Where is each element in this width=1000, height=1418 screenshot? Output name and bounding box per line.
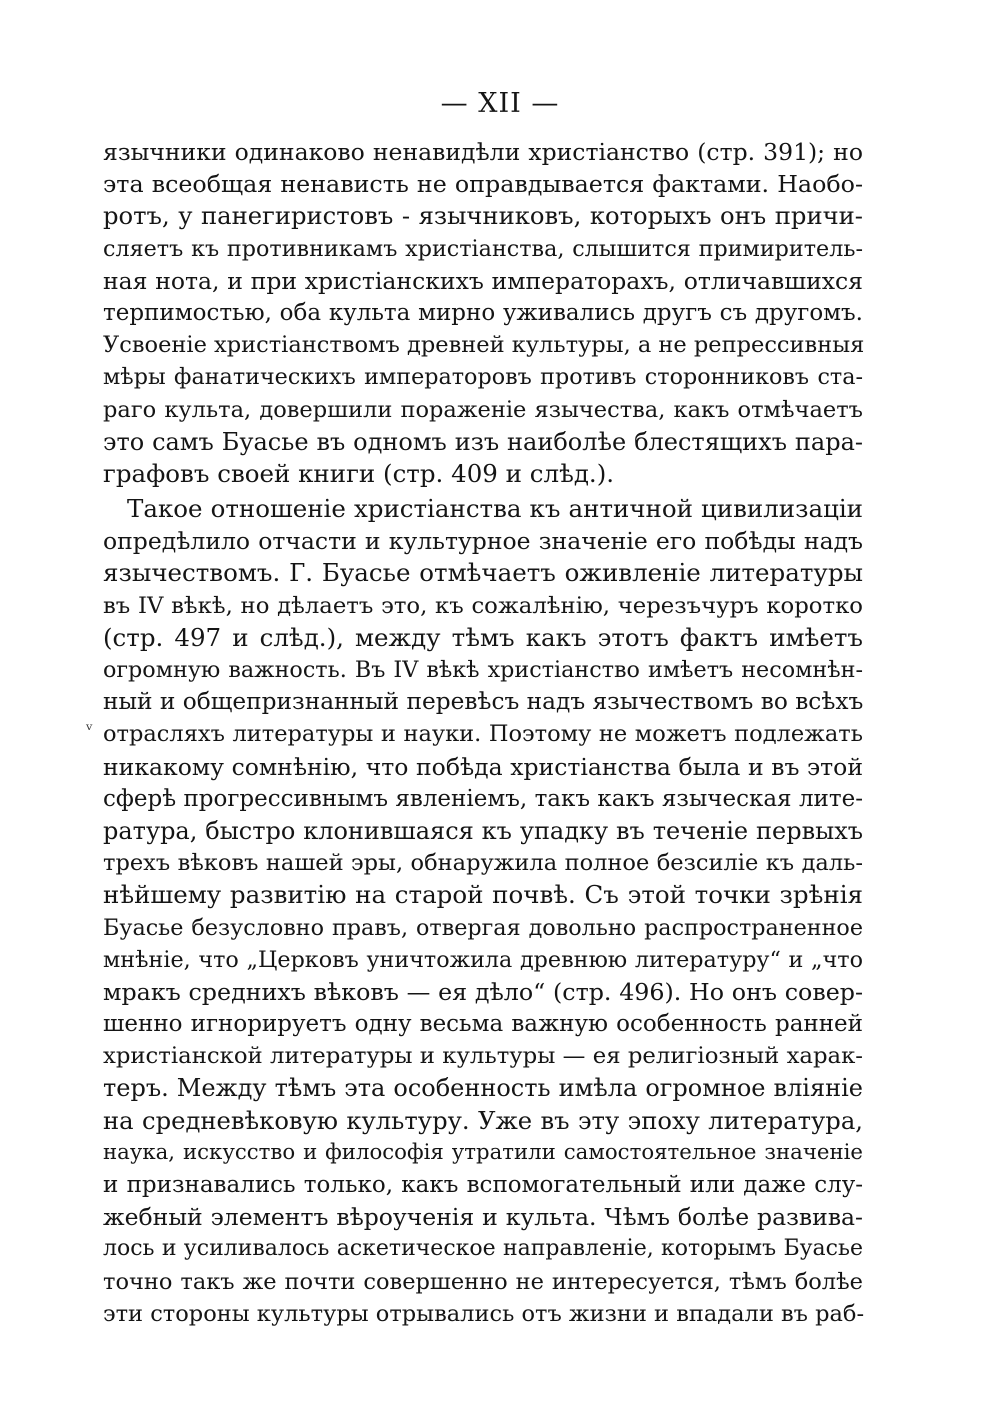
paragraph-2: [103, 493, 863, 1330]
text-line: огромную важность. Въ IV вѣкѣ христіанство имѣетъ несомнѣн-: [103, 657, 863, 683]
body-text: [103, 136, 863, 1330]
text-line: жебный элементъ вѣроученія и культа. Чѣмъ болѣе развива-: [103, 1203, 863, 1232]
text-line: ротъ, у панегиристовъ - язычниковъ, которыхъ онъ причи-: [103, 201, 863, 231]
text-line: ный и общепризнанный перевѣсъ надъ язычествомъ во всѣхъ: [103, 688, 864, 716]
text-line: мракъ среднихъ вѣковъ — ея дѣло“ (стр. 496). Но онъ совер-: [103, 977, 863, 1006]
text-line: никакому сомнѣнію, что побѣда христіанства была и въ этой: [103, 752, 863, 781]
text-line: христіанской литературы и культуры — ея религіозный харак-: [103, 1043, 863, 1070]
text-line: ратура, быстро клонившаяся къ упадку въ теченіе первыхъ: [103, 816, 863, 845]
text-line: эти стороны культуры отрывались отъ жизни и впадали въ раб-: [103, 1300, 865, 1327]
text-line: сферѣ прогрессивнымъ явленіемъ, такъ какъ языческая лите-: [103, 785, 863, 812]
page-number: — XII —: [440, 88, 560, 119]
paragraph-1: [103, 136, 863, 490]
text-line: эта всеобщая ненависть не оправдывается фактами. Наобо-: [103, 170, 863, 199]
text-line: графовъ своей книги (стр. 409 и слѣд.).: [103, 458, 615, 488]
margin-mark: ᵥ: [86, 714, 93, 735]
text-line: мѣры фанатическихъ императоровъ противъ сторонниковъ ста-: [103, 364, 863, 391]
text-line: (стр. 497 и слѣд.), между тѣмъ какъ этотъ фактъ имѣетъ: [103, 622, 863, 652]
text-line: раго культа, довершили пораженіе язычества, какъ отмѣчаетъ: [103, 396, 863, 423]
text-line: трехъ вѣковъ нашей эры, обнаружила полное безсиліе къ даль-: [103, 850, 863, 877]
text-line: и признавались только, какъ вспомогательный или даже слу-: [103, 1172, 863, 1198]
text-line: язычники одинаково ненавидѣли христіанство (стр. 391); но: [103, 138, 863, 166]
text-line: опредѣлило отчасти и культурное значеніе его побѣды надъ: [103, 527, 863, 556]
text-line: шенно игнорируетъ одну весьма важную особенность ранней: [103, 1011, 863, 1038]
text-line: наука, искусство и философія утратили самостоятельное значеніе: [103, 1139, 863, 1165]
text-line: теръ. Между тѣмъ эта особенность имѣла огромное вліяніе: [103, 1074, 863, 1103]
text-line: сляетъ къ противникамъ христіанства, слышится примиритель-: [103, 235, 863, 262]
text-line: терпимостью, оба культа мирно уживались другъ съ другомъ.: [103, 299, 863, 326]
text-line: на средневѣковую культуру. Уже въ эту эпоху литература,: [103, 1105, 863, 1135]
text-line: Такое отношеніе христіанства къ античной цивилизаціи: [127, 494, 863, 524]
text-line: это самъ Буасье въ одномъ изъ наиболѣе блестящихъ пара-: [103, 427, 863, 456]
text-line: точно такъ же почти совершенно не интересуется, тѣмъ болѣе: [103, 1268, 863, 1295]
text-line: мнѣніе, что „Церковъ уничтожила древнюю литературу“ и „что: [103, 946, 863, 973]
text-line: Буасье безусловно правъ, отвергая довольно распространенное: [103, 914, 863, 941]
text-line: ная нота, и при христіанскихъ императорахъ, отличавшихся: [103, 266, 863, 295]
text-line: Усвоеніе христіанствомъ древней культуры, а не репрессивныя: [103, 332, 865, 359]
text-line: лось и усиливалось аскетическое направленіе, которымъ Буасье: [103, 1236, 863, 1262]
text-line: нѣйшему развитію на старой почвѣ. Съ этой точки зрѣнія: [103, 880, 863, 910]
text-line: язычествомъ. Г. Буасье отмѣчаетъ оживленіе литературы: [103, 558, 863, 588]
text-line: отрасляхъ литературы и науки. Поэтому не можетъ подлежать: [103, 721, 863, 748]
text-line: въ IV вѣкѣ, но дѣлаетъ это, къ сожалѣнію, черезъчуръ коротко: [103, 592, 863, 619]
